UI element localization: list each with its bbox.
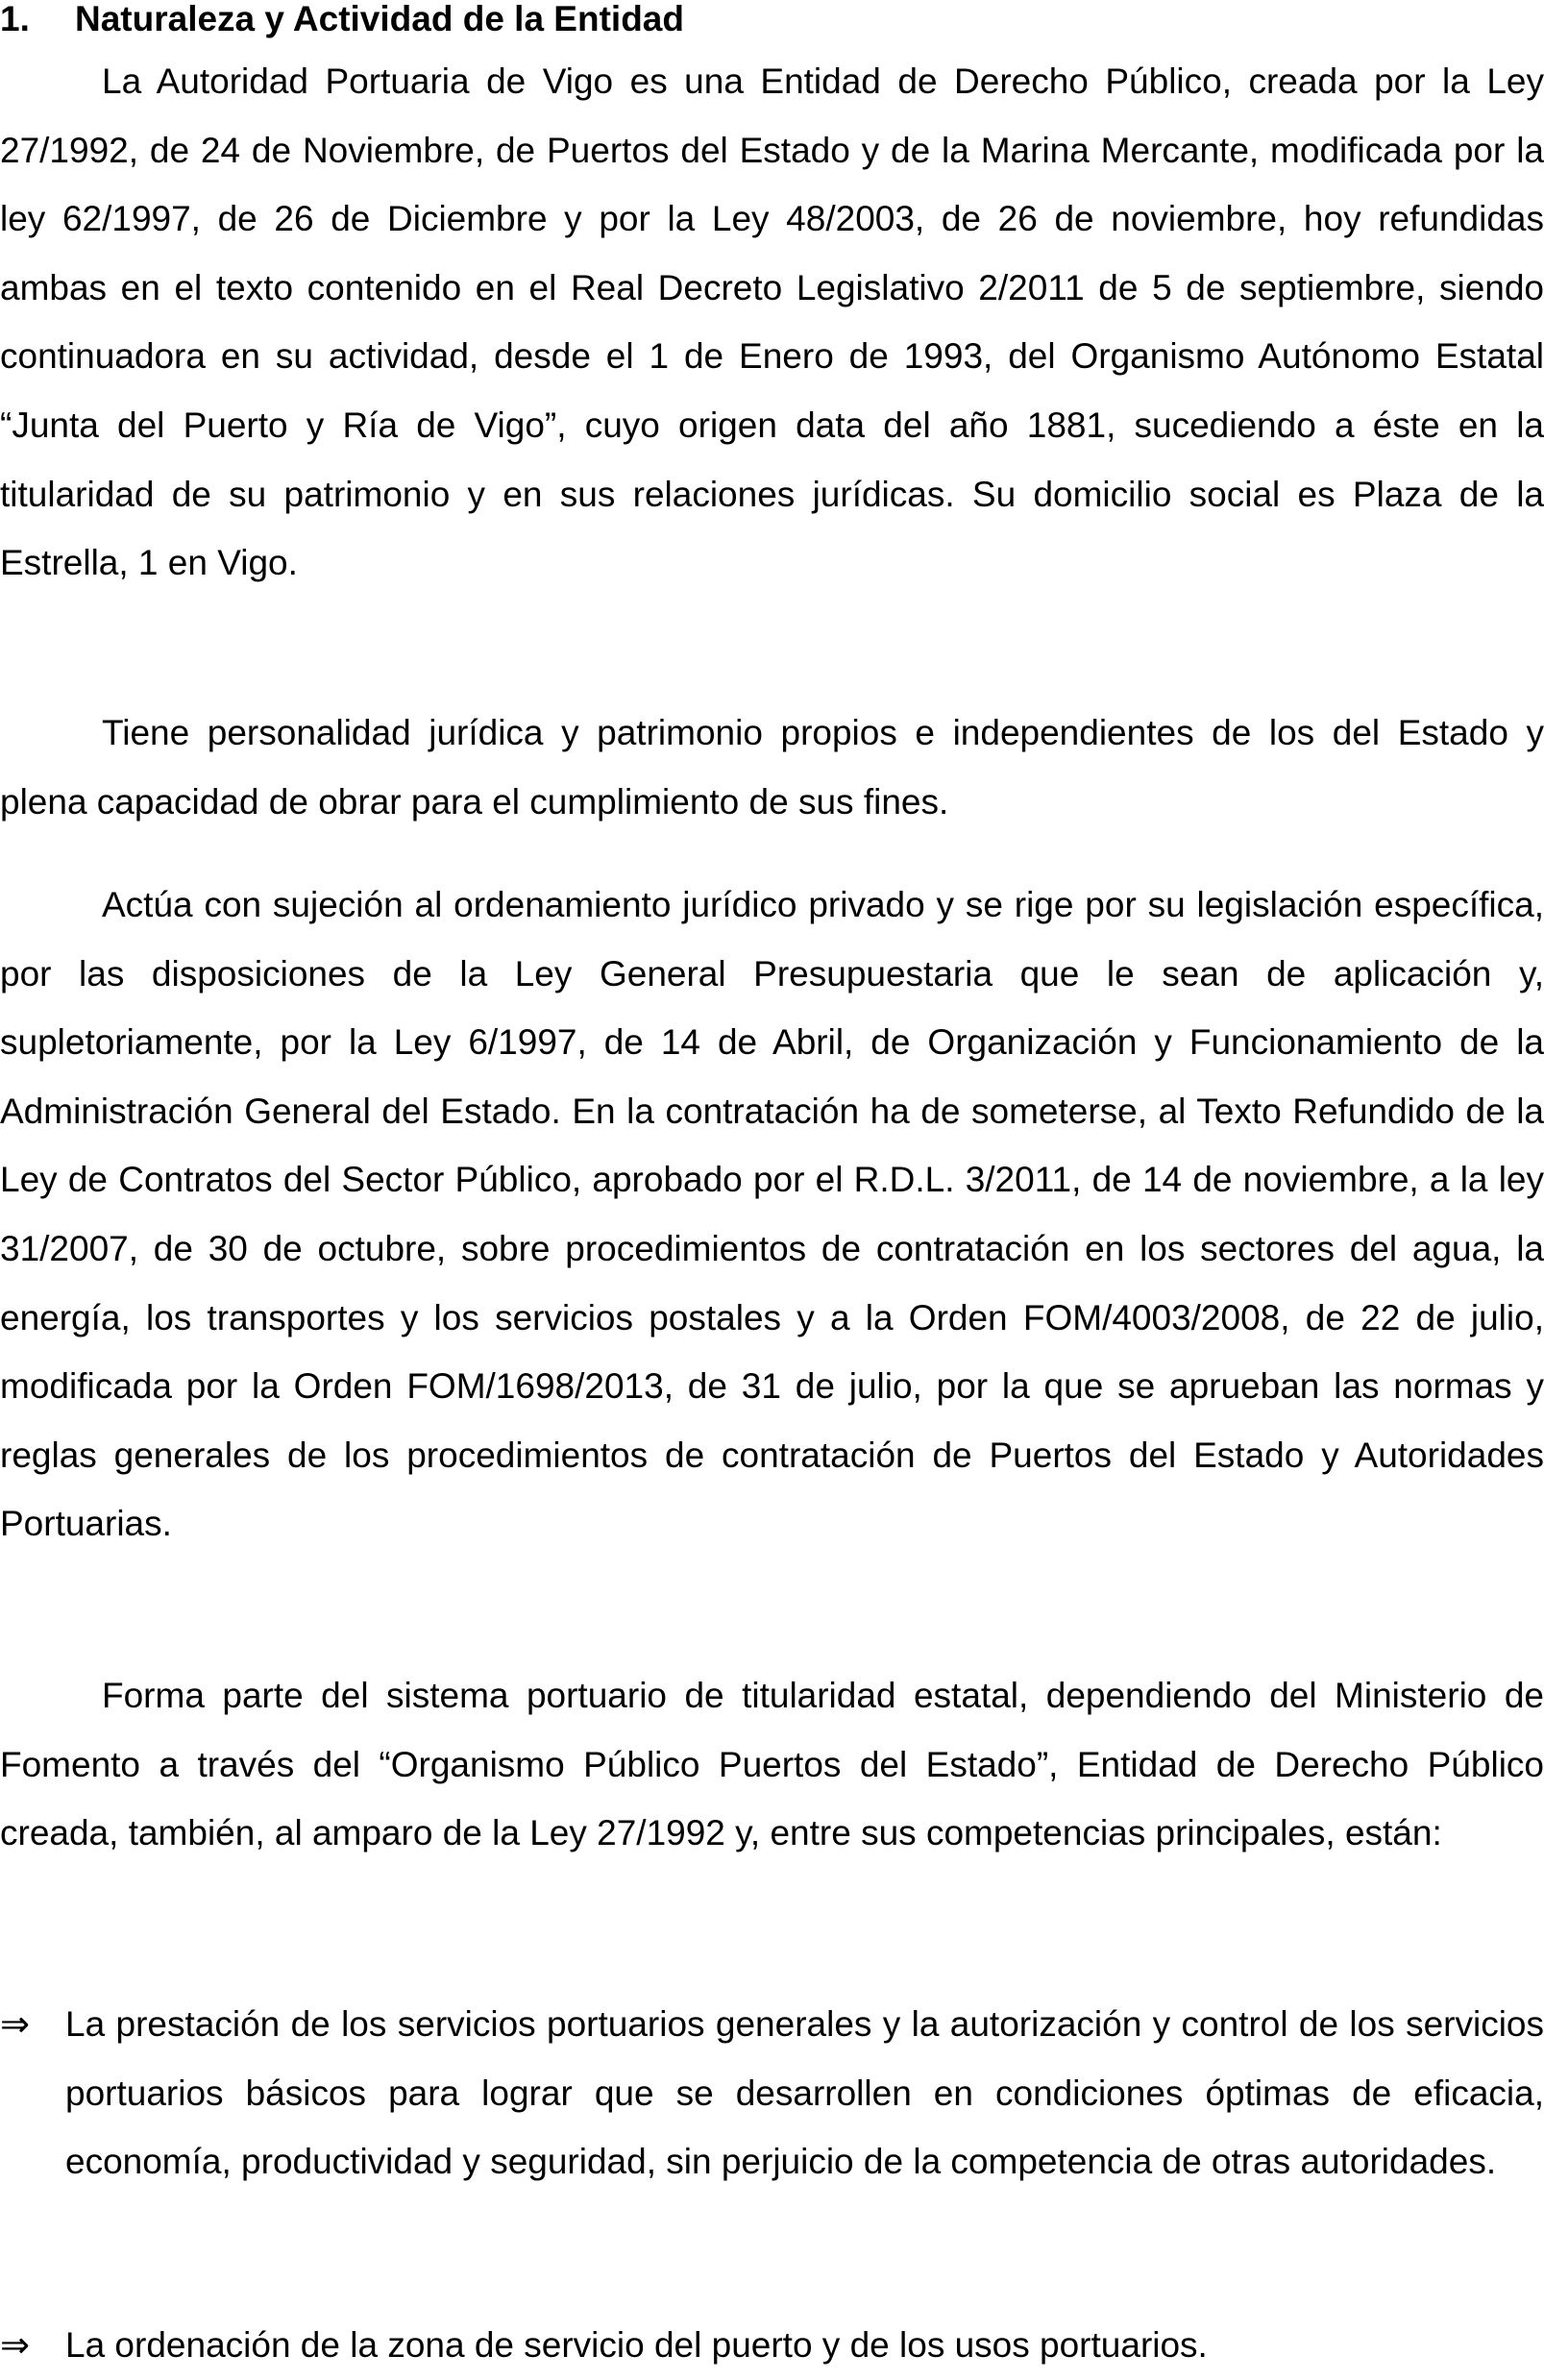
bullet-text-2: La ordenación de la zona de servicio del puerto y de los usos portuarios.	[65, 2325, 1208, 2365]
section-title: Naturaleza y Actividad de la Entidad	[75, 0, 684, 38]
paragraph-2: Tiene personalidad jurídica y patrimonio propios e independientes de los del Estado y plena capacidad de obrar para el cumplimiento de sus fines.	[0, 713, 1544, 822]
arrow-icon: ⇒	[0, 2004, 31, 2044]
bullet-item-1	[0, 1990, 1544, 2196]
paragraph-3: Actúa con sujeción al ordenamiento jurídico privado y se rige por su legislación específica, por las disposiciones de la Ley General Presupuestaria que le sean de aplicación y, supletoriamente, por la Ley 6/1997, de 14 de Abril, de Organización y Funcionamiento de la Administración General del Estado. En la contratación ha de someterse, al Texto Refundido de la Ley de Contratos del Sector Público, aprobado por el R.D.L. 3/2011, de 14 de noviembre, a la ley 31/2007, de 30 de octubre, sobre procedimientos de contratación en los sectores del agua, la energía, los transportes y los servicios postales y a la Orden FOM/4003/2008, de 22 de julio, modificada por la Orden FOM/1698/2013, de 31 de julio, por la que se aprueban las normas y reglas generales de los procedimientos de contratación de Puertos del Estado y Autoridades Portuarias.	[0, 885, 1544, 1544]
bullet-text-1: La prestación de los servicios portuarios generales y la autorización y control de los servicios portuarios básicos para lograr que se desarrollen en condiciones óptimas de eficacia, economía, productividad y seguridad, sin perjuicio de la competencia de otras autoridades.	[65, 2004, 1544, 2182]
arrow-icon: ⇒	[0, 2325, 31, 2365]
paragraph-1: La Autoridad Portuaria de Vigo es una Entidad de Derecho Público, creada por la Ley 27/1992, de 24 de Noviembre, de Puertos del Estado y de la Marina Mercante, modificada por la ley 62/1997, de 26 de Diciembre y por la Ley 48/2003, de 26 de noviembre, hoy refundidas ambas en el texto contenido en el Real Decreto Legislativo 2/2011 de 5 de septiembre, siendo continuadora en su actividad, desde el 1 de Enero de 1993, del Organismo Autónomo Estatal “Junta del Puerto y Ría de Vigo”, cuyo origen data del año 1881, sucediendo a éste en la titularidad de su patrimonio y en sus relaciones jurídicas. Su domicilio social es Plaza de la Estrella, 1 en Vigo.	[0, 61, 1544, 583]
section-number: 1.	[0, 0, 30, 38]
section-heading	[0, 0, 684, 38]
bullet-item-2	[0, 2311, 1544, 2380]
paragraph-4: Forma parte del sistema portuario de titularidad estatal, dependiendo del Ministerio de Fomento a través del “Organismo Público Puertos del Estado”, Entidad de Derecho Público creada, también, al amparo de la Ley 27/1992 y, entre sus competencias principales, están:	[0, 1676, 1544, 1853]
